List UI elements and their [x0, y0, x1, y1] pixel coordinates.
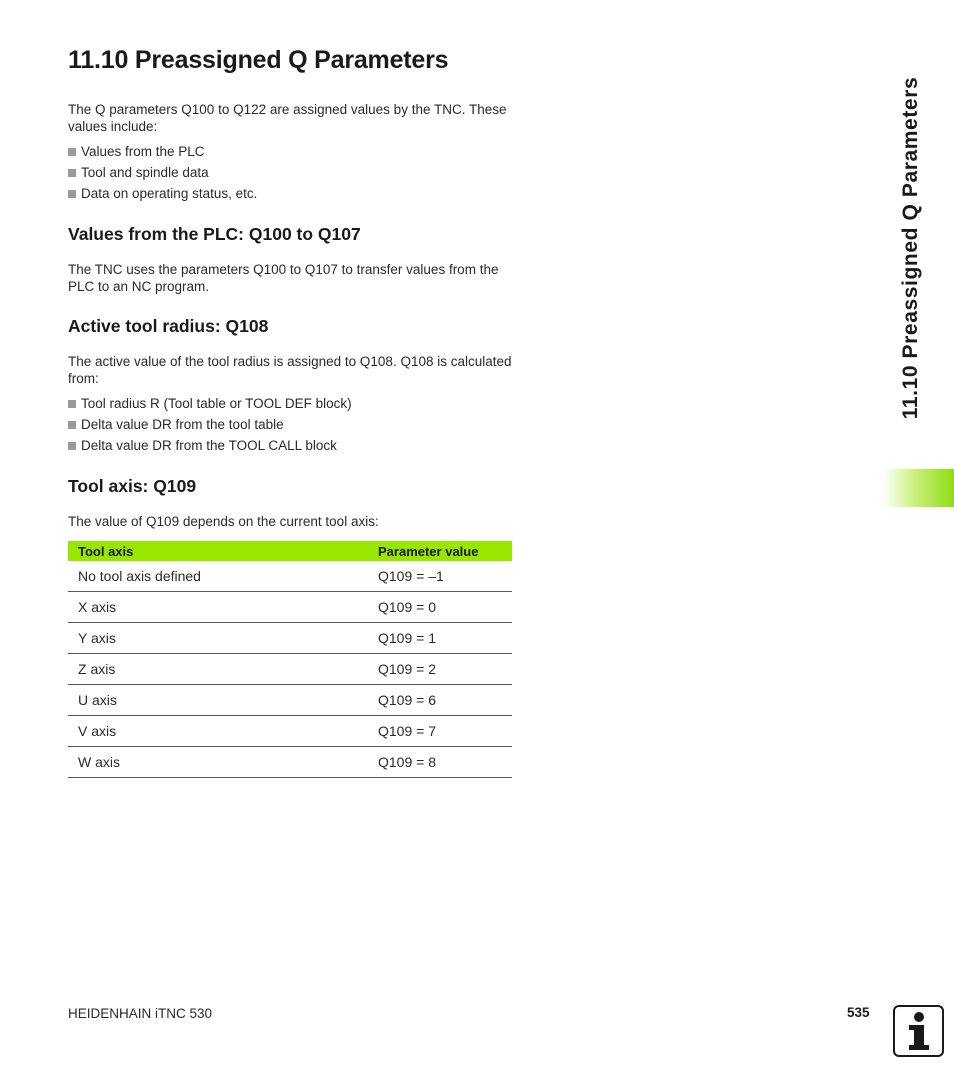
radius-text: The active value of the tool radius is assigned to Q108. Q108 is calculated from: — [68, 354, 512, 386]
table-row — [68, 716, 512, 747]
list-item: Tool radius R (Tool table or TOOL DEF block) — [68, 393, 352, 414]
table-row — [68, 623, 512, 654]
list-item: Data on operating status, etc. — [68, 183, 257, 204]
footer-product: HEIDENHAIN iTNC 530 — [68, 1006, 213, 1021]
section-heading-plc: Values from the PLC: Q100 to Q107 — [68, 224, 361, 244]
intro-text: The Q parameters Q100 to Q122 are assigned values by the TNC. These values include: — [68, 102, 507, 134]
bullet-square-icon — [68, 148, 76, 156]
table-header-row — [68, 541, 512, 561]
table-cell: Q109 = 2 — [368, 654, 512, 685]
bullet-square-icon — [68, 442, 76, 450]
plc-text: The TNC uses the parameters Q100 to Q107 to transfer values from the PLC to an NC program. — [68, 262, 499, 294]
info-icon — [893, 1005, 944, 1057]
table-cell: V axis — [68, 716, 368, 747]
page-number: 535 — [847, 1005, 870, 1020]
table-row — [68, 747, 512, 778]
list-item: Delta value DR from the TOOL CALL block — [68, 435, 352, 456]
tool-axis-table — [68, 541, 512, 778]
list-item: Tool and spindle data — [68, 162, 257, 183]
chapter-tab-marker — [883, 469, 954, 507]
bullet-square-icon — [68, 400, 76, 408]
list-item: Delta value DR from the tool table — [68, 414, 352, 435]
table-row — [68, 592, 512, 623]
axis-text: The value of Q109 depends on the current tool axis: — [68, 514, 379, 529]
column-header-tool-axis: Tool axis — [68, 541, 368, 561]
column-header-parameter-value: Parameter value — [368, 541, 512, 561]
table-cell: U axis — [68, 685, 368, 716]
radius-list — [68, 393, 352, 456]
table-cell: Y axis — [68, 623, 368, 654]
section-heading-radius: Active tool radius: Q108 — [68, 316, 269, 336]
bullet-square-icon — [68, 169, 76, 177]
section-heading-axis: Tool axis: Q109 — [68, 476, 197, 496]
bullet-square-icon — [68, 190, 76, 198]
page-title: 11.10 Preassigned Q Parameters — [68, 46, 449, 74]
table-row — [68, 654, 512, 685]
bullet-square-icon — [68, 421, 76, 429]
table-cell: Q109 = 0 — [368, 592, 512, 623]
intro-list — [68, 141, 257, 204]
table-cell: W axis — [68, 747, 368, 778]
table-row — [68, 685, 512, 716]
table-cell: Q109 = –1 — [368, 561, 512, 592]
table-cell: Z axis — [68, 654, 368, 685]
table-cell: Q109 = 8 — [368, 747, 512, 778]
table-cell: Q109 = 6 — [368, 685, 512, 716]
table-row — [68, 561, 512, 592]
table-cell: No tool axis defined — [68, 561, 368, 592]
list-item: Values from the PLC — [68, 141, 257, 162]
table-cell: Q109 = 1 — [368, 623, 512, 654]
info-glyph-icon — [895, 1007, 942, 1055]
side-chapter-title: 11.10 Preassigned Q Parameters — [899, 76, 922, 420]
table-cell: X axis — [68, 592, 368, 623]
table-cell: Q109 = 7 — [368, 716, 512, 747]
